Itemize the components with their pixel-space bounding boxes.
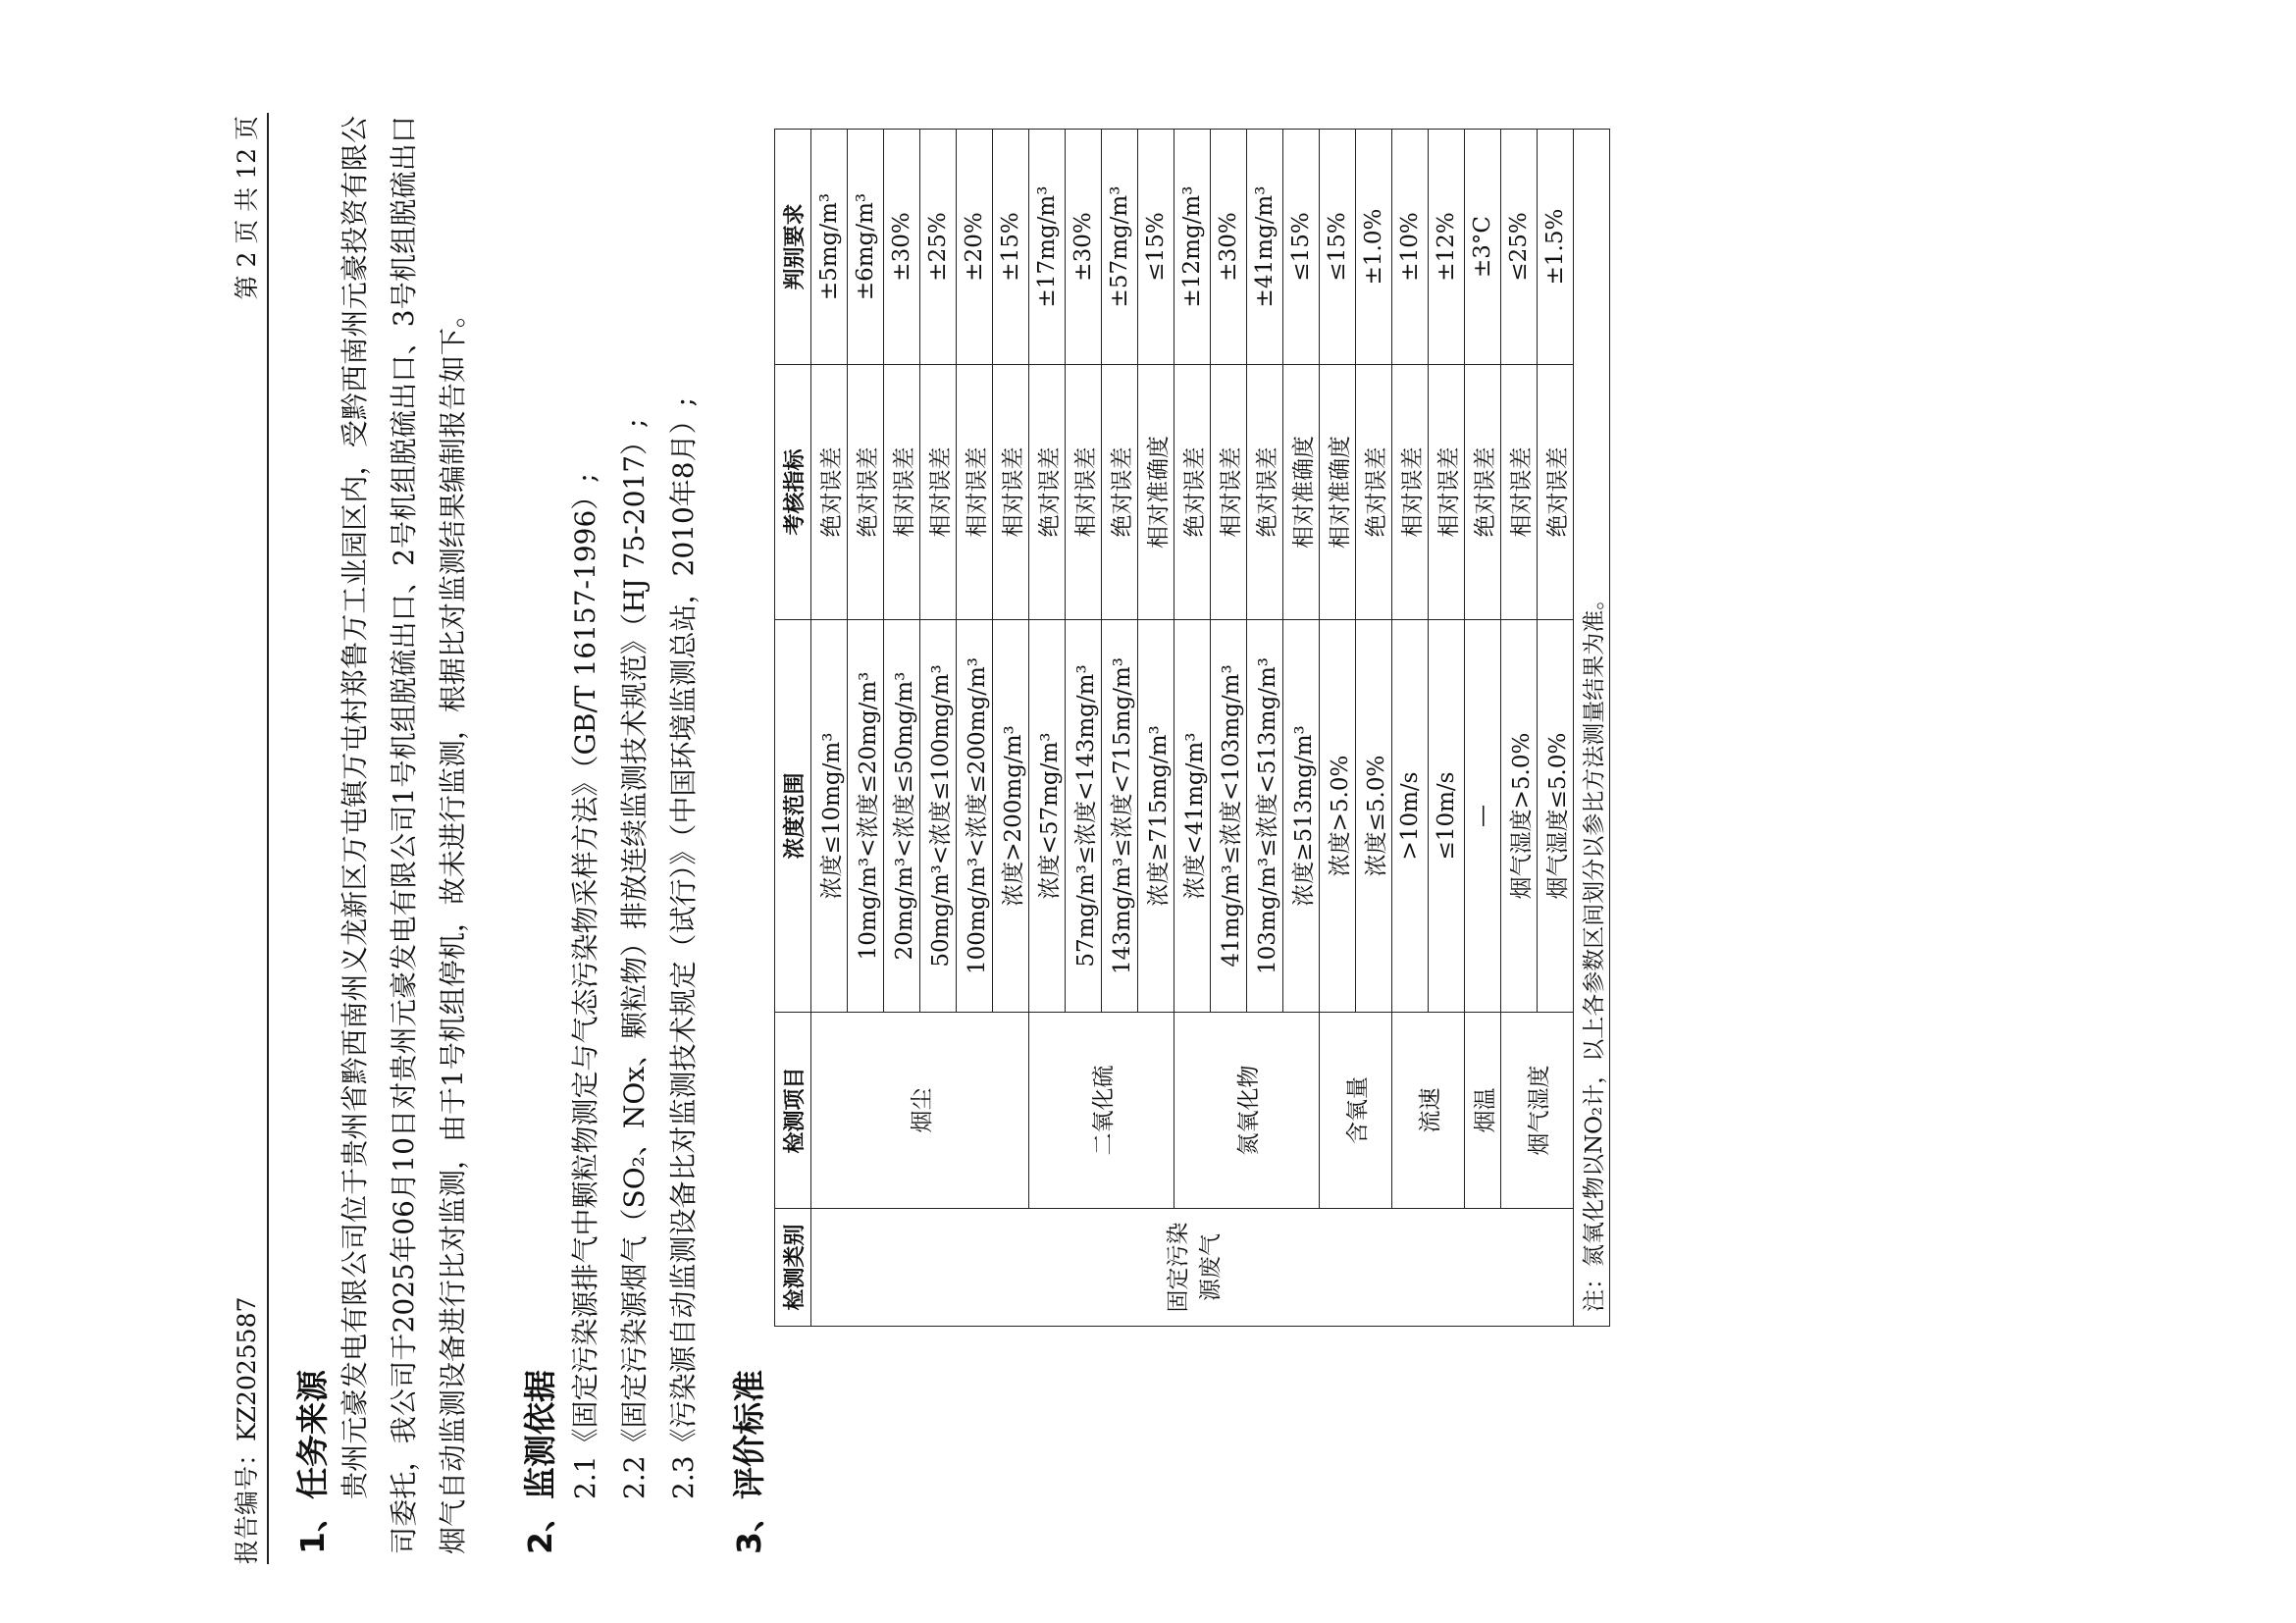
metric-cell: 相对误差 (1066, 365, 1102, 620)
table-row (1029, 130, 1066, 1327)
range-cell: 50mg/m³<浓度≤100mg/m³ (920, 620, 957, 1013)
requirement-cell: ≤15% (1283, 130, 1320, 365)
column-header: 检测项目 (775, 1013, 811, 1209)
basis-item: 2.2《固定污染源烟气（SO₂、NOx、颗粒物）排放连续监测技术规范》（HJ 75-2017）; (618, 418, 651, 1499)
metric-cell: 相对准确度 (1283, 365, 1320, 620)
table-header-row (775, 130, 811, 1327)
metric-cell: 绝对误差 (848, 365, 884, 620)
metric-cell: 绝对误差 (1174, 365, 1211, 620)
range-cell: 浓度≥715mg/m³ (1138, 620, 1174, 1013)
section-2-title: 2、监测依据 (521, 1370, 559, 1554)
table-note: 注：氮氧化物以NO₂计，以上各参数区间划分以参比方法测量结果为准。 (1574, 130, 1610, 1327)
table-row (811, 130, 848, 1327)
metric-cell: 相对误差 (1501, 365, 1538, 620)
requirement-cell: ±17mg/m³ (1029, 130, 1066, 365)
requirement-cell: ±1.0% (1356, 130, 1392, 365)
requirement-cell: ±30% (884, 130, 920, 365)
table-row (1320, 130, 1356, 1327)
range-cell: >10m/s (1392, 620, 1429, 1013)
metric-cell: 绝对误差 (1356, 365, 1392, 620)
metric-cell: 相对误差 (1392, 365, 1429, 620)
header-rule (267, 113, 269, 1564)
metric-cell: 相对误差 (1211, 365, 1247, 620)
requirement-cell: ±30% (1211, 130, 1247, 365)
metric-cell: 相对误差 (957, 365, 993, 620)
range-cell: 57mg/m³≤浓度<143mg/m³ (1066, 620, 1102, 1013)
requirement-cell: ±12% (1429, 130, 1465, 365)
requirement-cell: ±1.5% (1538, 130, 1574, 365)
range-cell: 烟气湿度>5.0% (1501, 620, 1538, 1013)
range-cell: 浓度>200mg/m³ (993, 620, 1029, 1013)
metric-cell: 绝对误差 (1538, 365, 1574, 620)
metric-cell: 相对误差 (884, 365, 920, 620)
evaluation-criteria-table (774, 129, 1610, 1327)
metric-cell: 绝对误差 (1465, 365, 1501, 620)
requirement-cell: ±25% (920, 130, 957, 365)
basis-item: 2.1《固定污染源排气中颗粒物测定与气态污染物采样方法》（GB/T 16157-1996）; (569, 473, 601, 1499)
item-cell: 含氧量 (1320, 1013, 1392, 1209)
range-cell: 浓度>5.0% (1320, 620, 1356, 1013)
item-cell: 氮氧化物 (1174, 1013, 1320, 1209)
requirement-cell: ±6mg/m³ (848, 130, 884, 365)
range-cell: — (1465, 620, 1501, 1013)
item-cell: 二氧化硫 (1029, 1013, 1174, 1209)
table-row (1392, 130, 1429, 1327)
range-cell: ≤10m/s (1429, 620, 1465, 1013)
category-cell: 固定污染源废气 (811, 1209, 1574, 1327)
requirement-cell: ±15% (993, 130, 1029, 365)
requirement-cell: ±20% (957, 130, 993, 365)
range-cell: 烟气湿度≤5.0% (1538, 620, 1574, 1013)
metric-cell: 绝对误差 (811, 365, 848, 620)
requirement-cell: ±12mg/m³ (1174, 130, 1211, 365)
range-cell: 103mg/m³≤浓度<513mg/m³ (1247, 620, 1283, 1013)
range-cell: 10mg/m³<浓度≤20mg/m³ (848, 620, 884, 1013)
range-cell: 143mg/m³≤浓度<715mg/m³ (1102, 620, 1138, 1013)
requirement-cell: ±3°C (1465, 130, 1501, 365)
requirement-cell: ±30% (1066, 130, 1102, 365)
section-3-title: 3、评价标准 (730, 1370, 768, 1554)
requirement-cell: ≤15% (1138, 130, 1174, 365)
basis-item: 2.3《污染源自动监测设备比对监测技术规定（试行）》（中国环境监测总站，2010年8月）; (667, 396, 700, 1499)
section-1-title: 1、任务来源 (293, 1370, 332, 1554)
requirement-cell: ±41mg/m³ (1247, 130, 1283, 365)
section-1-text: 贵州元豪发电有限公司位于贵州省黔西南州义龙新区万屯镇万屯村郑鲁万工业园区内，受黔西南州元豪投资有限公司委托，我公司于2025年06月10日对贵州元豪发电有限公司1号机组脱硫出口、2号机组脱硫出口、3号机组脱硫出口烟气自动监测设备进行比对监测，由于1号机组停机，故未进行监测，根据比对监测结果编制报告如下。 (339, 116, 469, 1554)
range-cell: 20mg/m³<浓度≤50mg/m³ (884, 620, 920, 1013)
requirement-cell: ≤25% (1501, 130, 1538, 365)
metric-cell: 相对准确度 (1320, 365, 1356, 620)
column-header: 考核指标 (775, 365, 811, 620)
range-cell: 浓度≥513mg/m³ (1283, 620, 1320, 1013)
table-row (1501, 130, 1538, 1327)
metric-cell: 绝对误差 (1102, 365, 1138, 620)
metric-cell: 相对误差 (920, 365, 957, 620)
range-cell: 浓度<41mg/m³ (1174, 620, 1211, 1013)
range-cell: 浓度≤10mg/m³ (811, 620, 848, 1013)
range-cell: 浓度<57mg/m³ (1029, 620, 1066, 1013)
range-cell: 100mg/m³<浓度≤200mg/m³ (957, 620, 993, 1013)
metric-cell: 绝对误差 (1029, 365, 1066, 620)
item-cell: 烟气湿度 (1501, 1013, 1574, 1209)
table-row (1465, 130, 1501, 1327)
range-cell: 41mg/m³≤浓度<103mg/m³ (1211, 620, 1247, 1013)
metric-cell: 相对准确度 (1138, 365, 1174, 620)
item-cell: 烟温 (1465, 1013, 1501, 1209)
requirement-cell: ±57mg/m³ (1102, 130, 1138, 365)
requirement-cell: ±5mg/m³ (811, 130, 848, 365)
column-header: 检测类别 (775, 1209, 811, 1327)
metric-cell: 相对误差 (993, 365, 1029, 620)
item-cell: 流速 (1392, 1013, 1465, 1209)
table-note-row (1574, 130, 1610, 1327)
range-cell: 浓度≤5.0% (1356, 620, 1392, 1013)
page-number: 第 2 页 共 12 页 (233, 116, 261, 300)
metric-cell: 相对误差 (1429, 365, 1465, 620)
metric-cell: 绝对误差 (1247, 365, 1283, 620)
report-number: 报告编号：KZ2025587 (233, 1296, 261, 1564)
requirement-cell: ±10% (1392, 130, 1429, 365)
item-cell: 烟尘 (811, 1013, 1029, 1209)
column-header: 浓度范围 (775, 620, 811, 1013)
column-header: 判别要求 (775, 130, 811, 365)
table-row (1174, 130, 1211, 1327)
requirement-cell: ≤15% (1320, 130, 1356, 365)
